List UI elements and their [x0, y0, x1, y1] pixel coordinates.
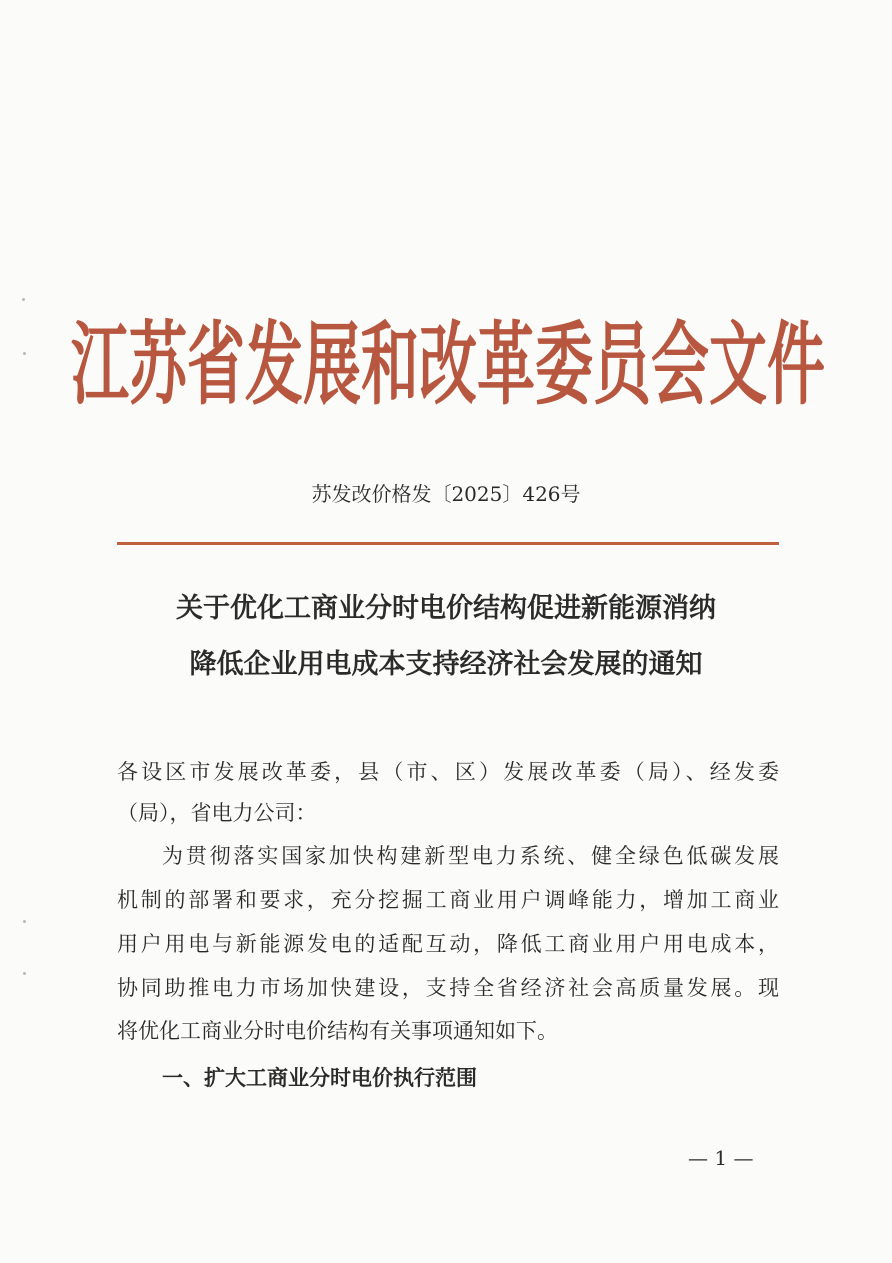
- document-title-line-1: 关于优化工商业分时电价结构促进新能源消纳: [176, 593, 716, 624]
- paragraph-line-5: 将优化工商业分时电价结构有关事项通知如下。: [117, 1019, 558, 1043]
- paragraph-line-3: 用户用电与新能源发电的适配互动，降低工商业用户用电成本，: [117, 932, 779, 956]
- document-title-line-2: 降低企业用电成本支持经济社会发展的通知: [189, 649, 703, 680]
- issuer-header-title: 江苏省发展和改革委员会文件: [71, 312, 826, 418]
- paragraph-line-4: 协同助推电力市场加快建设，支持全省经济社会高质量发展。现: [117, 976, 779, 1000]
- scan-speck: [23, 352, 26, 355]
- addressee-line-2: （局），省电力公司：: [117, 801, 317, 825]
- red-separator-line: [117, 542, 779, 545]
- document-number: 苏发改价格发〔2025〕426号: [311, 482, 581, 506]
- scan-speck: [23, 972, 26, 975]
- page-number: — 1 —: [688, 1146, 754, 1170]
- section-heading-1: 一、扩大工商业分时电价执行范围: [162, 1066, 477, 1090]
- scan-speck: [23, 920, 26, 923]
- paragraph-line-2: 机制的部署和要求，充分挖掘工商业用户调峰能力，增加工商业: [117, 888, 779, 912]
- scan-speck: [22, 298, 25, 301]
- paragraph-line-1: 为贯彻落实国家加快构建新型电力系统、健全绿色低碳发展: [162, 844, 779, 868]
- addressee-line-1: 各设区市发展改革委，县（市、区）发展改革委（局）、经发委: [117, 760, 779, 784]
